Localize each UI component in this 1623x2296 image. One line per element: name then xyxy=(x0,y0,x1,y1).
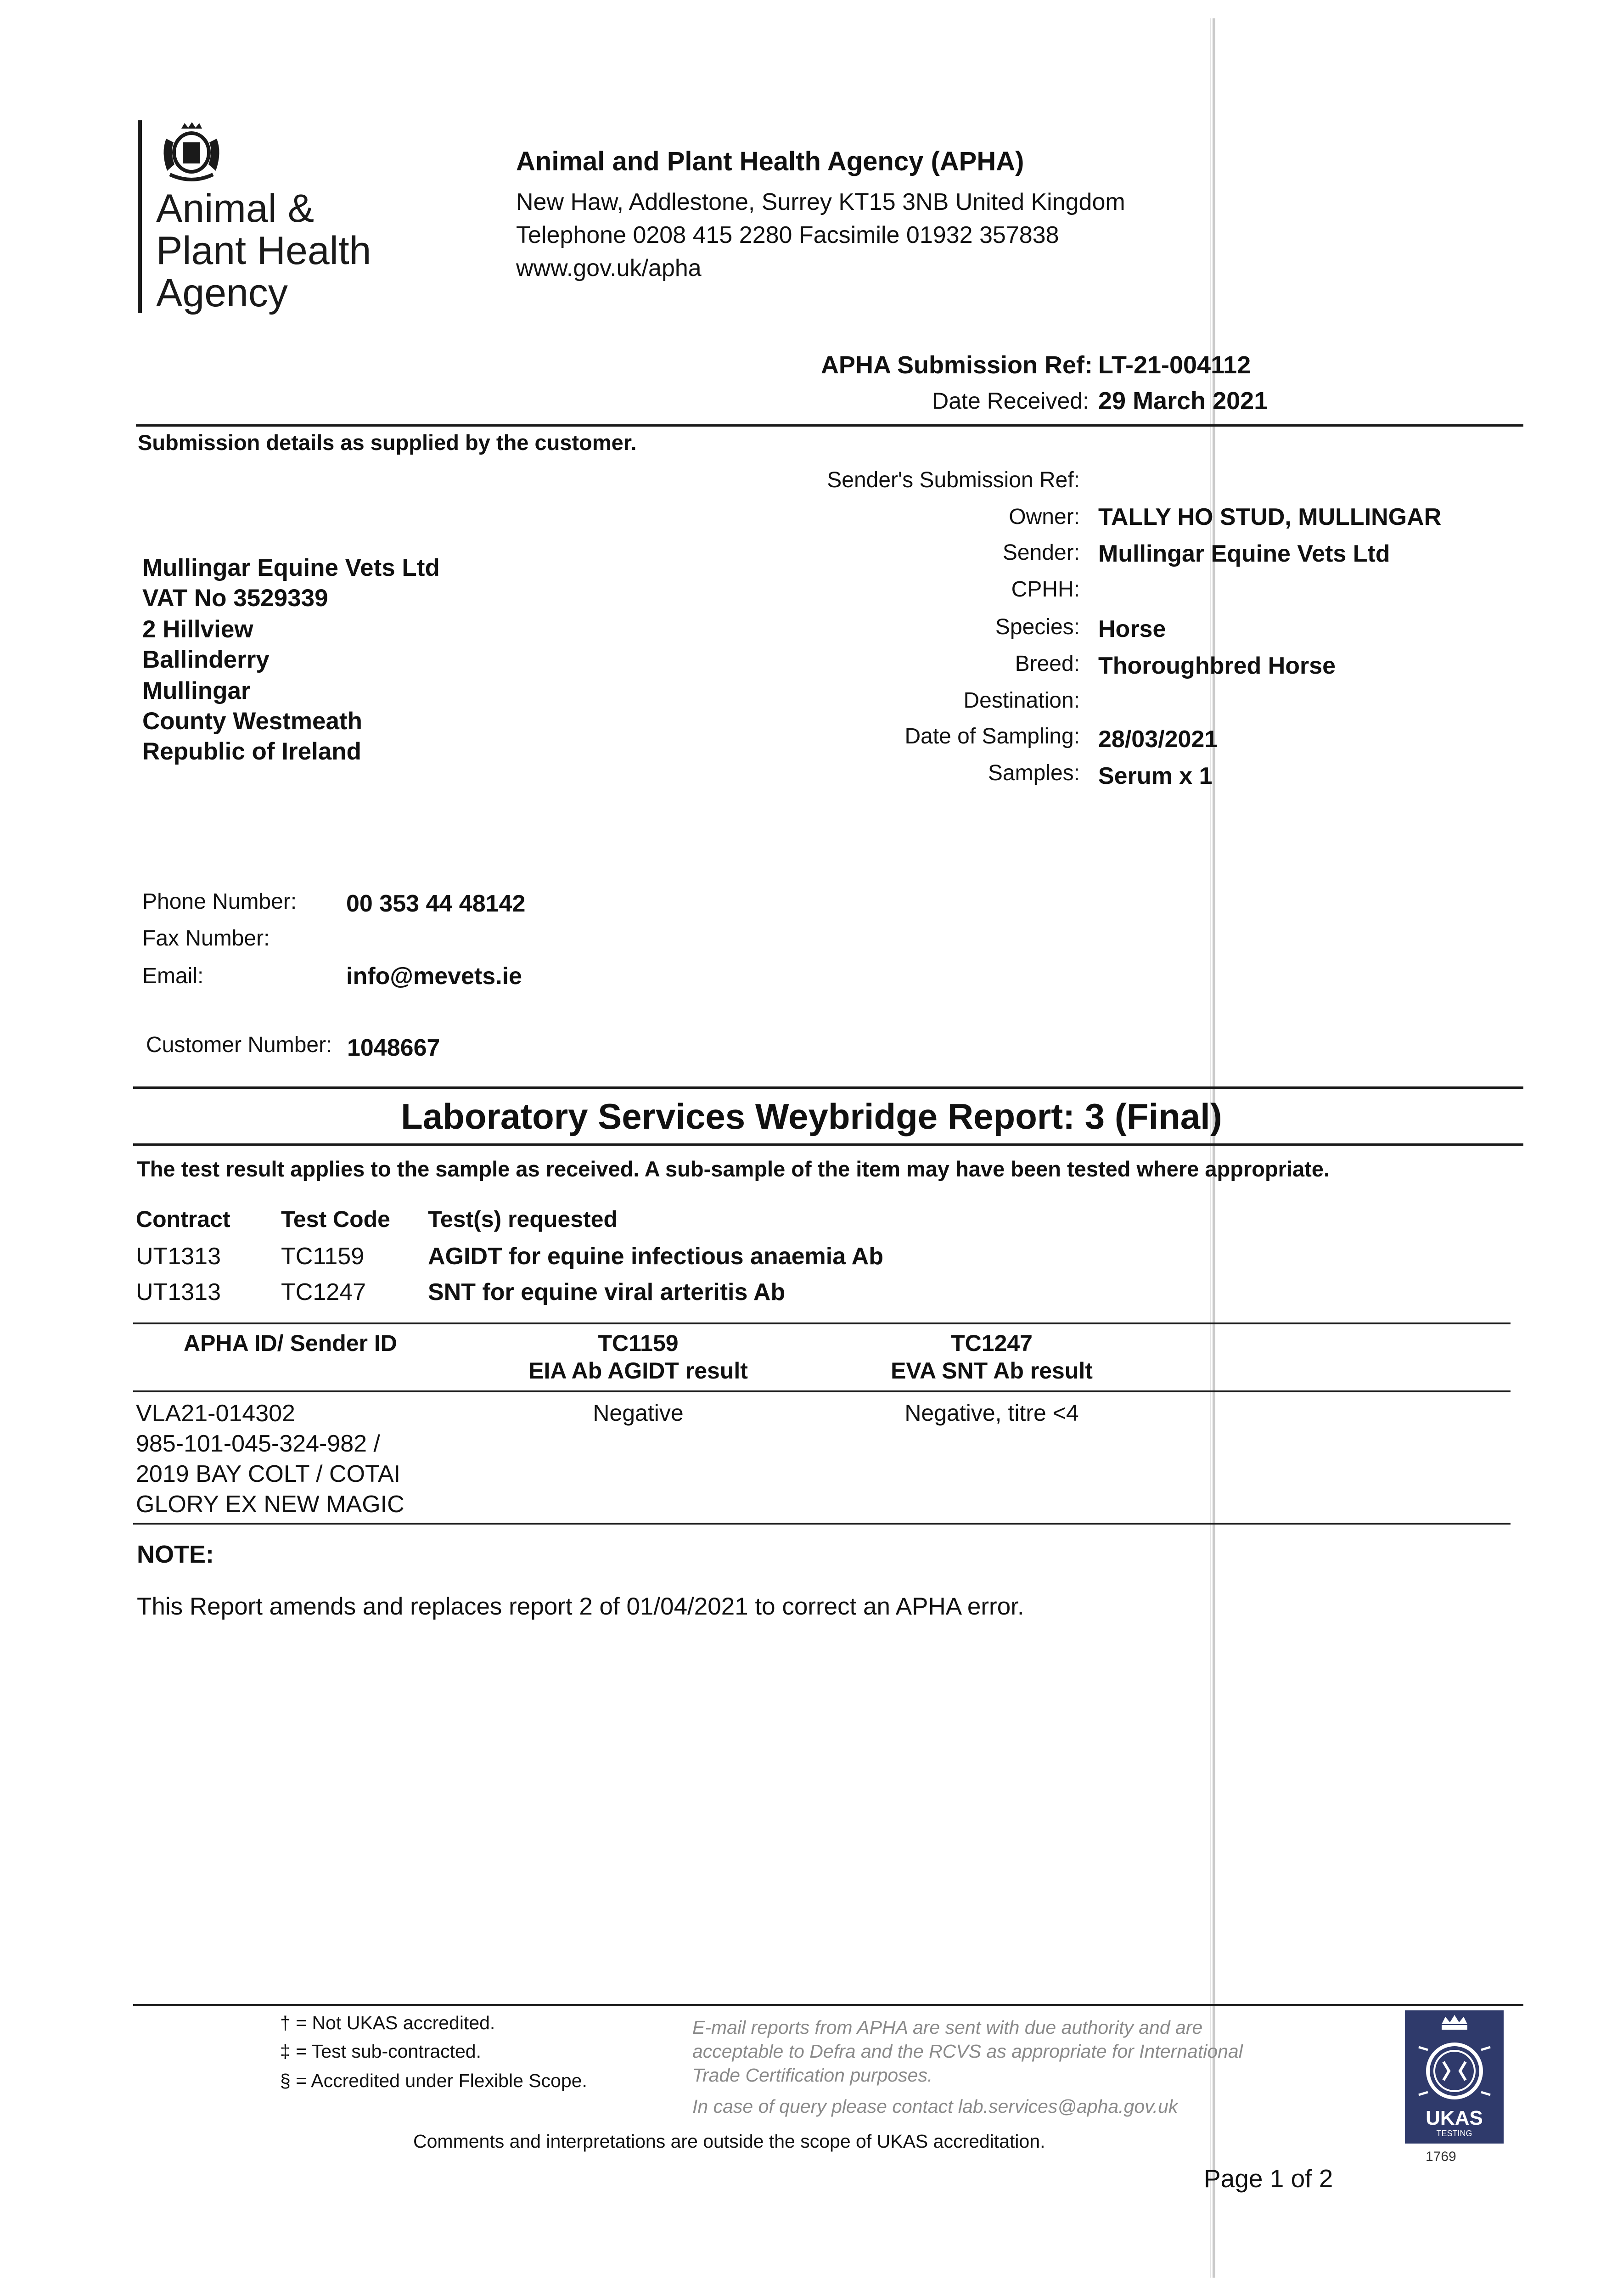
customer-number-label: Customer Number: xyxy=(146,1033,332,1057)
submission-ref-label: APHA Submission Ref: xyxy=(820,351,1093,379)
submission-ref-value: LT-21-004112 xyxy=(1098,351,1251,379)
customer-address-line: Mullingar xyxy=(142,677,251,704)
sender-label: Sender: xyxy=(1002,540,1080,565)
agency-name: Animal and Plant Health Agency (APHA) xyxy=(516,146,1024,176)
tests-header-code: Test Code xyxy=(281,1206,390,1232)
test-contract: UT1313 xyxy=(136,1279,221,1306)
results-header-col1-name: EIA Ab AGIDT result xyxy=(528,1358,748,1384)
species-label: Species: xyxy=(995,615,1080,639)
page-number: Page 1 of 2 xyxy=(1204,2164,1333,2193)
ukas-crown-icon xyxy=(1405,2010,1504,2109)
legend-flexible-scope: § = Accredited under Flexible Scope. xyxy=(280,2070,587,2091)
phone-label: Phone Number: xyxy=(142,889,297,914)
ukas-number: 1769 xyxy=(1426,2149,1456,2164)
legend-not-accredited: † = Not UKAS accredited. xyxy=(280,2012,495,2033)
logo-text-line3: Agency xyxy=(156,271,288,315)
email-note-line: acceptable to Defra and the RCVS as appropriate for International xyxy=(692,2041,1243,2062)
tests-header-requested: Test(s) requested xyxy=(428,1206,618,1232)
email-label: Email: xyxy=(142,964,204,988)
divider xyxy=(136,424,1523,427)
test-code: TC1247 xyxy=(281,1279,366,1306)
report-title: Laboratory Services Weybridge Report: 3 (Final) xyxy=(401,1096,1222,1137)
result-id-line: VLA21-014302 xyxy=(136,1400,295,1427)
query-note: In case of query please contact lab.services@apha.gov.uk xyxy=(692,2096,1178,2117)
results-header-col1-code: TC1159 xyxy=(598,1330,679,1356)
customer-address-line: Ballinderry xyxy=(142,646,270,673)
divider xyxy=(133,1322,1511,1324)
sender-value: Mullingar Equine Vets Ltd xyxy=(1098,540,1390,567)
result-id-line: GLORY EX NEW MAGIC xyxy=(136,1491,404,1518)
date-received-label: Date Received: xyxy=(932,388,1089,414)
tests-header-contract: Contract xyxy=(136,1206,230,1232)
results-header-col2-code: TC1247 xyxy=(951,1330,1033,1356)
results-header-id: APHA ID/ Sender ID xyxy=(184,1330,397,1356)
agency-address: New Haw, Addlestone, Surrey KT15 3NB United Kingdom xyxy=(516,189,1125,215)
species-value: Horse xyxy=(1098,616,1166,642)
result-eva: Negative, titre <4 xyxy=(904,1400,1079,1426)
customer-number-value: 1048667 xyxy=(347,1035,440,1061)
test-contract: UT1313 xyxy=(136,1243,221,1270)
customer-address-line: County Westmeath xyxy=(142,708,363,735)
divider xyxy=(133,1523,1511,1525)
email-note-line: Trade Certification purposes. xyxy=(692,2065,933,2086)
results-header-col2-name: EVA SNT Ab result xyxy=(891,1358,1093,1384)
customer-address-line: 2 Hillview xyxy=(142,616,253,643)
result-id-line: 2019 BAY COLT / COTAI xyxy=(136,1461,401,1487)
divider xyxy=(133,1390,1511,1392)
sampling-date-value: 28/03/2021 xyxy=(1098,726,1218,753)
destination-label: Destination: xyxy=(963,688,1080,713)
samples-label: Samples: xyxy=(988,761,1080,785)
note-text: This Report amends and replaces report 2 of 01/04/2021 to correct an APHA error. xyxy=(137,1593,1024,1620)
logo-text-line2: Plant Health xyxy=(156,229,371,273)
result-eia: Negative xyxy=(593,1400,684,1426)
sample-disclaimer: The test result applies to the sample as received. A sub-sample of the item may have been tested where appropriate. xyxy=(137,1157,1330,1181)
ukas-scope-note: Comments and interpretations are outside the scope of UKAS accreditation. xyxy=(413,2131,1045,2152)
breed-value: Thoroughbred Horse xyxy=(1098,653,1336,679)
phone-value: 00 353 44 48142 xyxy=(346,890,526,917)
agency-phone: Telephone 0208 415 2280 Facsimile 01932 357838 xyxy=(516,222,1059,248)
note-label: NOTE: xyxy=(137,1541,214,1568)
test-code: TC1159 xyxy=(281,1243,365,1270)
sampling-date-label: Date of Sampling: xyxy=(904,724,1080,748)
customer-address-line: Republic of Ireland xyxy=(142,738,362,765)
divider xyxy=(133,2004,1523,2006)
logo-text-line1: Animal & xyxy=(156,186,314,231)
divider xyxy=(133,1086,1523,1089)
customer-address-line: VAT No 3529339 xyxy=(142,585,328,612)
test-requested: SNT for equine viral arteritis Ab xyxy=(428,1279,786,1306)
owner-value: TALLY HO STUD, MULLINGAR xyxy=(1098,504,1442,530)
cphh-label: CPHH: xyxy=(1011,577,1080,602)
ukas-sublabel: TESTING xyxy=(1436,2129,1472,2138)
ukas-logo xyxy=(1405,2010,1504,2144)
customer-address-line: Mullingar Equine Vets Ltd xyxy=(142,554,440,581)
samples-value: Serum x 1 xyxy=(1098,763,1213,789)
sender-ref-label: Sender's Submission Ref: xyxy=(827,468,1080,492)
result-id-line: 985-101-045-324-982 / xyxy=(136,1430,380,1457)
logo-bar xyxy=(138,120,142,313)
email-note-line: E-mail reports from APHA are sent with due authority and are xyxy=(692,2017,1203,2038)
email-value: info@mevets.ie xyxy=(346,963,522,990)
fax-label: Fax Number: xyxy=(142,926,270,951)
legend-subcontracted: ‡ = Test sub-contracted. xyxy=(280,2041,481,2062)
royal-crest-icon xyxy=(156,120,225,185)
test-requested: AGIDT for equine infectious anaemia Ab xyxy=(428,1243,883,1270)
agency-website: www.gov.uk/apha xyxy=(516,255,702,281)
breed-label: Breed: xyxy=(1015,652,1080,676)
divider xyxy=(133,1143,1523,1146)
ukas-label: UKAS xyxy=(1426,2107,1483,2129)
owner-label: Owner: xyxy=(1009,505,1080,529)
submission-note: Submission details as supplied by the customer. xyxy=(138,430,637,455)
date-received-value: 29 March 2021 xyxy=(1098,387,1268,415)
